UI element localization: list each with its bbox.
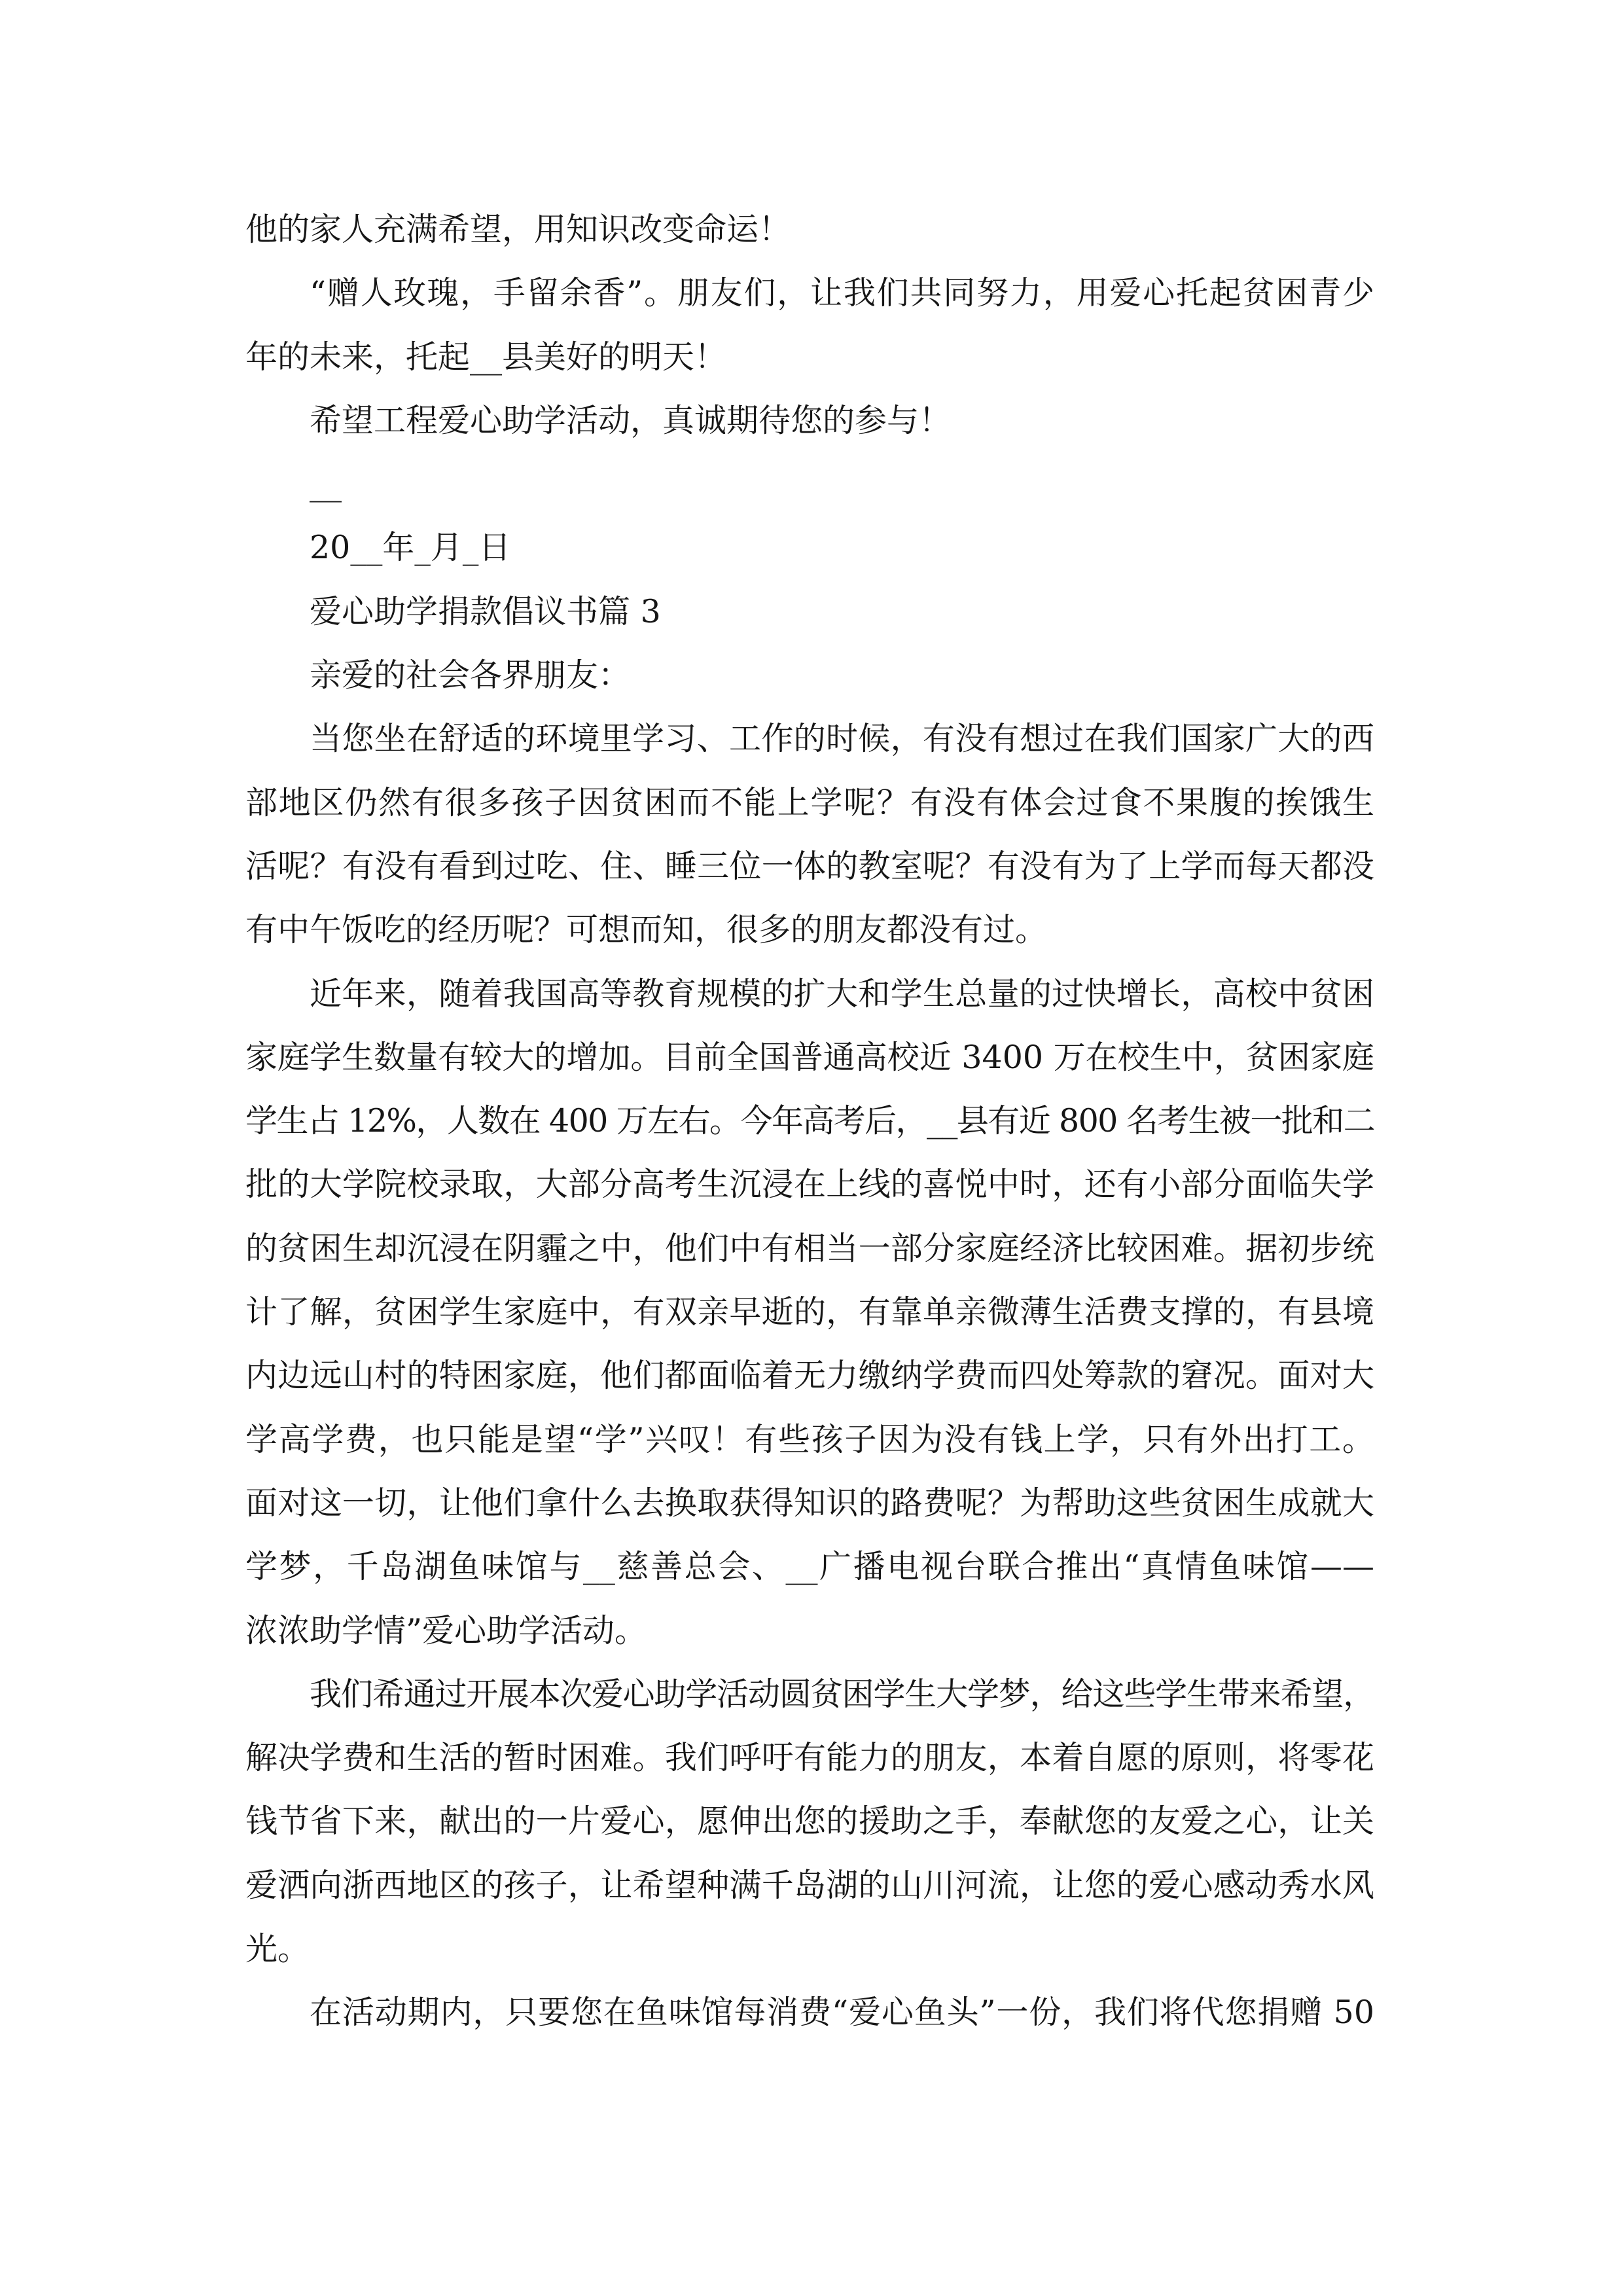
section-title: 爱心助学捐款倡议书篇 3 — [310, 592, 661, 630]
paragraph-line: 活呢？有没有看到过吃、住、睡三位一体的教室呢？有没有为了上学而每天都没 — [245, 847, 1374, 885]
paragraph-line: “赠人玫瑰，手留余香”。朋友们，让我们共同努力，用爱心托起贫困青少 — [310, 274, 1374, 312]
paragraph-line: 解决学费和生活的暂时困难。我们呼吁有能力的朋友，本着自愿的原则，将零花 — [245, 1739, 1374, 1777]
paragraph-closing-appeal — [245, 261, 1374, 389]
paragraph — [245, 707, 1374, 961]
paragraph-line: 我们希通过开展本次爱心助学活动圆贫困学生大学梦，给这些学生带来希望， — [310, 1675, 1374, 1713]
document-body — [245, 198, 1374, 2045]
paragraph-line: 年的未来，托起__县美好的明天！ — [245, 338, 727, 376]
paragraph — [245, 1662, 1374, 1981]
paragraph-line: 的贫困生却沉浸在阴霾之中，他们中有相当一部分家庭经济比较困难。据初步统 — [245, 1229, 1374, 1267]
paragraph-line: 希望工程爱心助学活动，真诚期待您的参与！ — [310, 401, 952, 439]
paragraph-line: 当您坐在舒适的环境里学习、工作的时候，有没有想过在我们国家广大的西 — [310, 720, 1374, 758]
signature-blank: __ — [310, 465, 342, 503]
paragraph-closing-invitation — [245, 389, 1374, 452]
paragraph-line: 计了解，贫困学生家庭中，有双亲早逝的，有靠单亲微薄生活费支撑的，有县境 — [245, 1293, 1374, 1331]
paragraph-line: 近年来，随着我国高等教育规模的扩大和学生总量的过快增长，高校中贫困 — [310, 975, 1374, 1013]
paragraph-line: 部地区仍然有很多孩子因贫困而不能上学呢？有没有体会过食不果腹的挨饿生 — [245, 783, 1374, 821]
paragraph-line: 学梦，千岛湖鱼味馆与__慈善总会、__广播电视台联合推出“真情鱼味馆—— — [245, 1548, 1374, 1586]
paragraph — [245, 1981, 1374, 2044]
paragraph-continuation — [245, 198, 1374, 261]
salutation: 亲爱的社会各界朋友： — [310, 656, 631, 694]
paragraph-line: 批的大学院校录取，大部分高考生沉浸在上线的喜悦中时，还有小部分面临失学 — [245, 1166, 1374, 1204]
paragraph-line: 有中午饭吃的经历呢？可想而知，很多的朋友都没有过。 — [245, 911, 1048, 949]
paragraph-line: 家庭学生数量有较大的增加。目前全国普通高校近 3400 万在校生中，贫困家庭 — [245, 1038, 1374, 1076]
paragraph-line: 学高学费，也只能是望“学”兴叹！有些孩子因为没有钱上学，只有外出打工。 — [245, 1420, 1374, 1458]
paragraph-line: 浓浓助学情”爱心助学活动。 — [245, 1611, 647, 1649]
paragraph-line: 光。 — [245, 1930, 310, 1968]
paragraph-line: 钱节省下来，献出的一片爱心，愿伸出您的援助之手，奉献您的友爱之心，让关 — [245, 1803, 1374, 1840]
paragraph-line: 内边远山村的特困家庭，他们都面临着无力缴纳学费而四处筹款的窘况。面对大 — [245, 1357, 1374, 1395]
paragraph-line: 在活动期内，只要您在鱼味馆每消费“爱心鱼头”一份，我们将代您捐赠 50 — [310, 1994, 1374, 2032]
paragraph-line: 爱洒向浙西地区的孩子，让希望种满千岛湖的山川河流，让您的爱心感动秀水风 — [245, 1866, 1374, 1904]
paragraph-line: 他的家人充满希望，用知识改变命运！ — [245, 211, 791, 248]
paragraph — [245, 962, 1374, 1662]
date-line: 20__年_月_日 — [310, 529, 511, 567]
paragraph-line: 面对这一切，让他们拿什么去换取获得知识的路费呢？为帮助这些贫困生成就大 — [245, 1484, 1374, 1522]
paragraph-line: 学生占 12%，人数在 400 万左右。今年高考后，__县有近 800 名考生被一批和二 — [245, 1102, 1374, 1140]
